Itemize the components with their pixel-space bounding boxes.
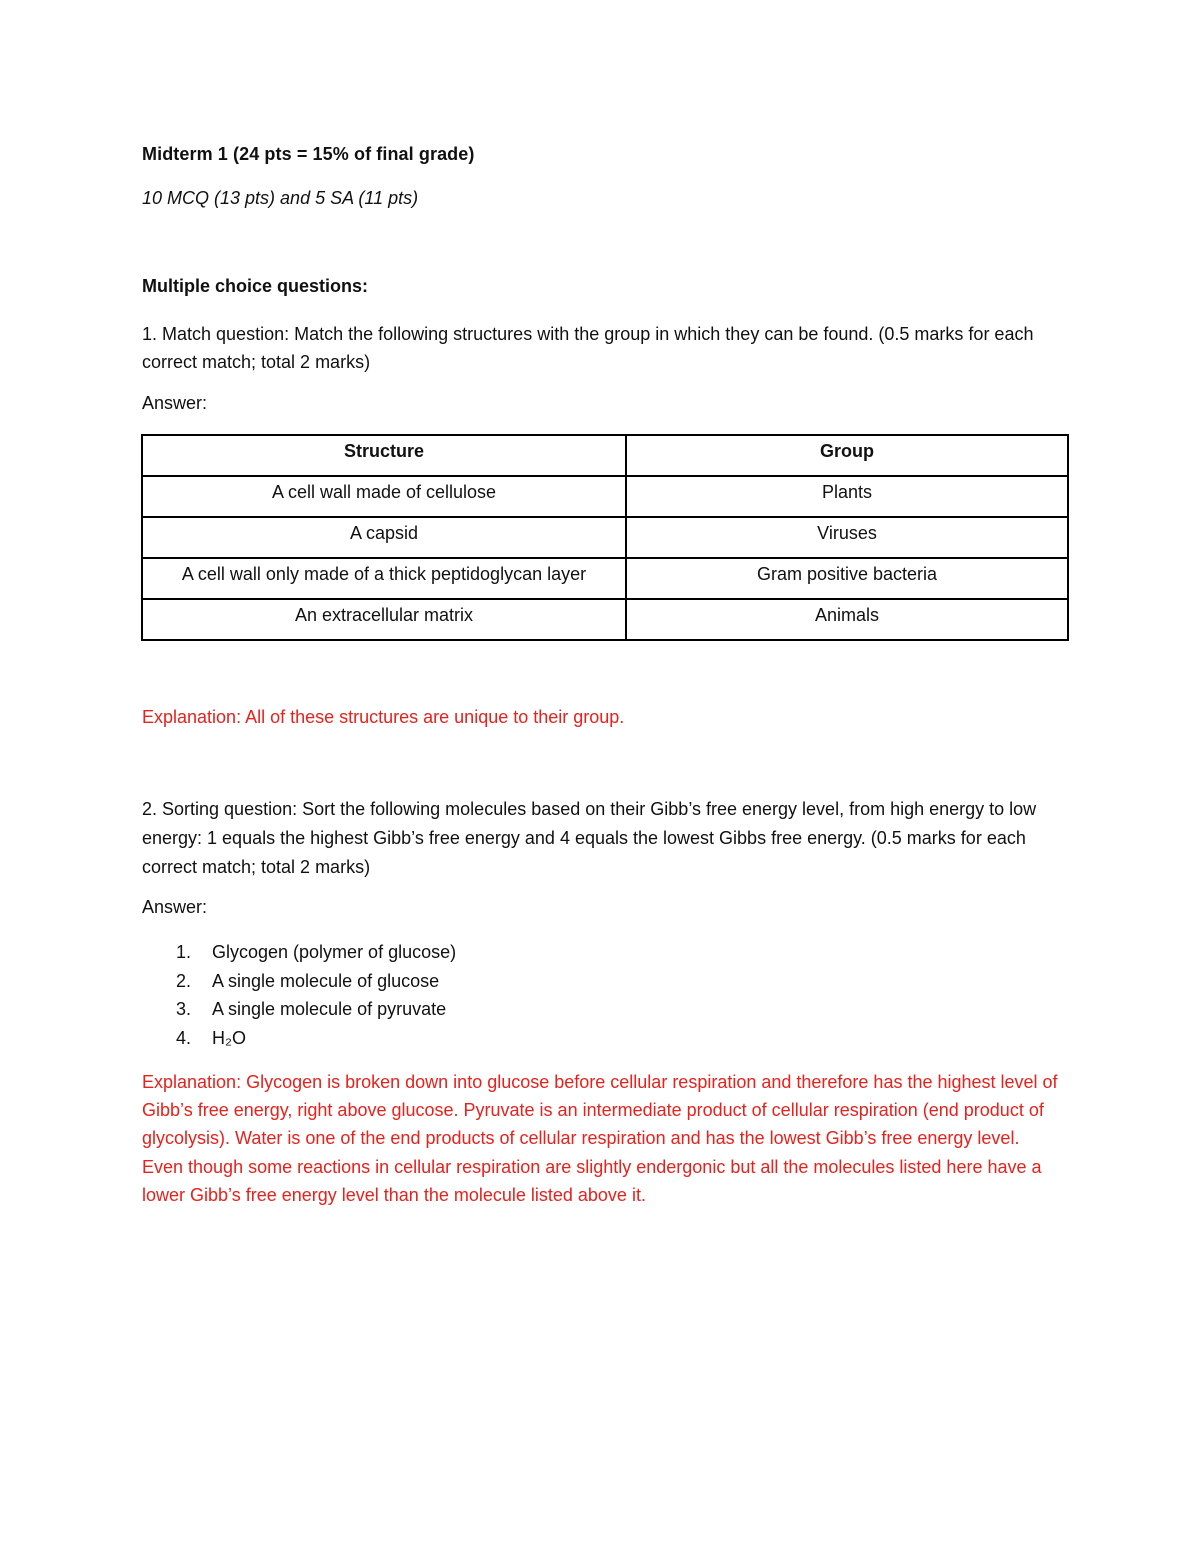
question-2-answer-label: Answer:: [142, 897, 208, 917]
table-cell-group: Gram positive bacteria: [626, 558, 1068, 599]
list-item-text: A single molecule of pyruvate: [212, 999, 447, 1019]
list-item-text: H₂O: [212, 1027, 246, 1048]
table-header-row: [142, 435, 1068, 476]
table-cell-group: Animals: [626, 599, 1068, 640]
list-item-number: 4.: [176, 1027, 192, 1048]
question-2-prompt: 2. Sorting question: Sort the following molecules based on their Gibb’s free energy level, from high energy to low energy: 1 equals the highest Gibb’s free energy and 4 equals the lowest Gibbs free energy. (0.5 marks for each correct match; total 2 marks): [142, 799, 1037, 877]
list-item: [142, 1026, 456, 1055]
table-header-group: Group: [626, 435, 1068, 476]
list-item-number: 2.: [176, 970, 192, 991]
table-row: [142, 558, 1068, 599]
sorted-list: [142, 940, 456, 1054]
table-row: [142, 517, 1068, 558]
list-item-number: 1.: [176, 942, 192, 962]
question-1-answer-label: Answer:: [142, 393, 208, 413]
table-row: [142, 476, 1068, 517]
section-heading: Multiple choice questions:: [142, 276, 369, 296]
question-1-prompt: 1. Match question: Match the following structures with the group in which they can be found. (0.5 marks for each correct match; total 2 marks): [142, 324, 1034, 372]
list-item-text: A single molecule of glucose: [212, 970, 440, 991]
table-cell-structure: A cell wall only made of a thick peptidoglycan layer: [142, 558, 626, 599]
table-header-structure: Structure: [142, 435, 626, 476]
table-cell-structure: An extracellular matrix: [142, 599, 626, 640]
question-1-explanation: Explanation: All of these structures are unique to their group.: [142, 707, 625, 727]
page-subtitle: 10 MCQ (13 pts) and 5 SA (11 pts): [142, 188, 419, 208]
list-item-number: 3.: [176, 999, 192, 1019]
table-cell-group: Plants: [626, 476, 1068, 517]
list-item: [142, 940, 456, 969]
list-item: [142, 997, 456, 1026]
table-cell-structure: A capsid: [142, 517, 626, 558]
list-item-text: Glycogen (polymer of glucose): [212, 942, 457, 962]
question-2-explanation: Explanation: Glycogen is broken down into glucose before cellular respiration and therefore has the highest level of Gibb’s free energy, right above glucose. Pyruvate is an intermediate product of cellular respiration (end product of glycolysis). Water is one of the end products of cellular respiration and has the lowest Gibb’s free energy level. Even though some reactions in cellular respiration are slightly endergonic but all the molecules listed here have a lower Gibb’s free energy level than the molecule listed above it.: [142, 1072, 1058, 1205]
match-table: [141, 434, 1069, 641]
page-title: Midterm 1 (24 pts = 15% of final grade): [142, 144, 475, 164]
list-item: [142, 969, 456, 998]
table-cell-group: Viruses: [626, 517, 1068, 558]
table-cell-structure: A cell wall made of cellulose: [142, 476, 626, 517]
table-row: [142, 599, 1068, 640]
